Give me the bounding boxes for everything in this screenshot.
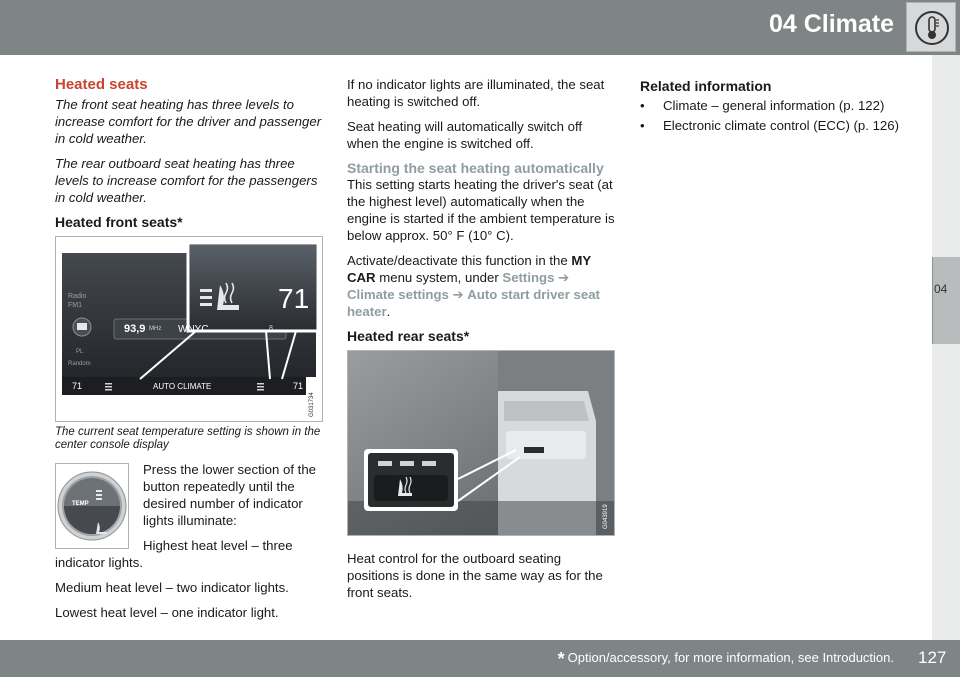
center-display-figure bbox=[55, 236, 323, 422]
figure-code: G031734 bbox=[309, 392, 315, 417]
related-link[interactable]: • Climate – general information (p. 122) bbox=[640, 97, 908, 114]
arrow-right-icon: ➔ bbox=[558, 270, 570, 285]
lowest-level: Lowest heat level – one indicator light. bbox=[55, 605, 279, 620]
related-link[interactable]: • Electronic climate control (ECC) (p. 126) bbox=[640, 117, 908, 134]
no-indicator-text: If no indicator lights are illuminated, the seat heating is switched off. bbox=[347, 77, 605, 109]
asterisk-icon: * bbox=[557, 649, 565, 669]
footer-note bbox=[558, 649, 894, 670]
display-station: WNYC bbox=[178, 324, 209, 335]
activate-text: Activate/deactivate this function in the MY CAR menu system, under Settings ➔ Climate settings ➔ Auto start driver seat heater. bbox=[347, 253, 600, 319]
auto-start-text: This setting starts heating the driver's seat (at the highest level) automatically when the engine is started if the ambient temperature is below approx. 50° F (10° C). bbox=[347, 177, 615, 243]
display-temp-right: 71 bbox=[293, 381, 304, 391]
intro-rear: The rear outboard seat heating has three levels to increase comfort for the passengers in cold weather. bbox=[55, 156, 318, 205]
chapter-icon-box bbox=[906, 2, 956, 52]
figure-code: G043919 bbox=[603, 504, 609, 529]
button-indicator-lights bbox=[96, 490, 102, 500]
page-number: 127 bbox=[918, 648, 947, 667]
arrow-right-icon: ➔ bbox=[452, 287, 464, 302]
related-links bbox=[640, 97, 908, 134]
temp-button-figure bbox=[55, 463, 129, 549]
chapter-tab-strip bbox=[932, 55, 960, 640]
column-1 bbox=[55, 76, 323, 629]
column-2 bbox=[347, 76, 615, 609]
rear-heat-text: Heat control for the outboard seating positions is done in the same way as for the front seats. bbox=[347, 551, 603, 600]
display-unit: MHz bbox=[149, 326, 162, 332]
display-mode: AUTO CLIMATE bbox=[153, 382, 212, 391]
highest-level: Highest heat level – three indicator lights. bbox=[55, 538, 293, 570]
menu-path-climate-settings[interactable]: Climate settings bbox=[347, 287, 449, 302]
subheading-rear-seats: Heated rear seats* bbox=[347, 328, 470, 344]
footer-note-text: Option/accessory, for more information, see Introduction. bbox=[567, 650, 894, 665]
activate-pre: Activate/deactivate this function in the bbox=[347, 253, 568, 268]
temp-button-label: TEMP bbox=[72, 501, 89, 507]
display-source: Radio bbox=[68, 293, 87, 300]
column-3 bbox=[640, 76, 908, 137]
press-instruction: Press the lower section of the button repeatedly until the desired number of indicator lights illuminate: bbox=[143, 462, 316, 528]
display-frequency: 93,9 bbox=[124, 323, 146, 335]
menu-path-settings[interactable]: Settings bbox=[502, 270, 555, 285]
thermometer-icon bbox=[913, 9, 951, 47]
related-information-heading: Related information bbox=[640, 78, 772, 94]
chapter-title: 04 Climate bbox=[768, 10, 894, 38]
rear-seat-figure bbox=[347, 350, 615, 536]
display-pl: PL bbox=[76, 349, 84, 355]
menu-path-auto-start[interactable]: Auto start driver seat heater bbox=[347, 287, 600, 319]
display-band: FM1 bbox=[68, 302, 82, 309]
display-preset: 8 bbox=[269, 325, 273, 332]
display-temp-left: 71 bbox=[72, 381, 83, 391]
activate-mid: menu system, under bbox=[379, 270, 499, 285]
display-zoom-temp: 71 bbox=[278, 283, 310, 314]
auto-start-heading: Starting the seat heating automatically bbox=[347, 160, 604, 176]
subheading-front-seats: Heated front seats* bbox=[55, 214, 183, 230]
engine-off-text: Seat heating will automatically switch off when the engine is switched off. bbox=[347, 119, 583, 151]
display-random: Random bbox=[68, 361, 91, 367]
rear-indicator-lights bbox=[378, 461, 436, 466]
medium-level: Medium heat level – two indicator lights. bbox=[55, 580, 289, 595]
figure-caption: The current seat temperature setting is shown in the center console display bbox=[55, 426, 321, 451]
chapter-tab-label: 04 bbox=[934, 282, 948, 296]
chapter-tab-04[interactable] bbox=[932, 257, 960, 344]
section-heading-heated-seats: Heated seats bbox=[55, 76, 148, 93]
intro-front: The front seat heating has three levels to increase comfort for the driver and passenger in cold weather. bbox=[55, 97, 322, 146]
my-car-label: MY CAR bbox=[347, 253, 591, 285]
